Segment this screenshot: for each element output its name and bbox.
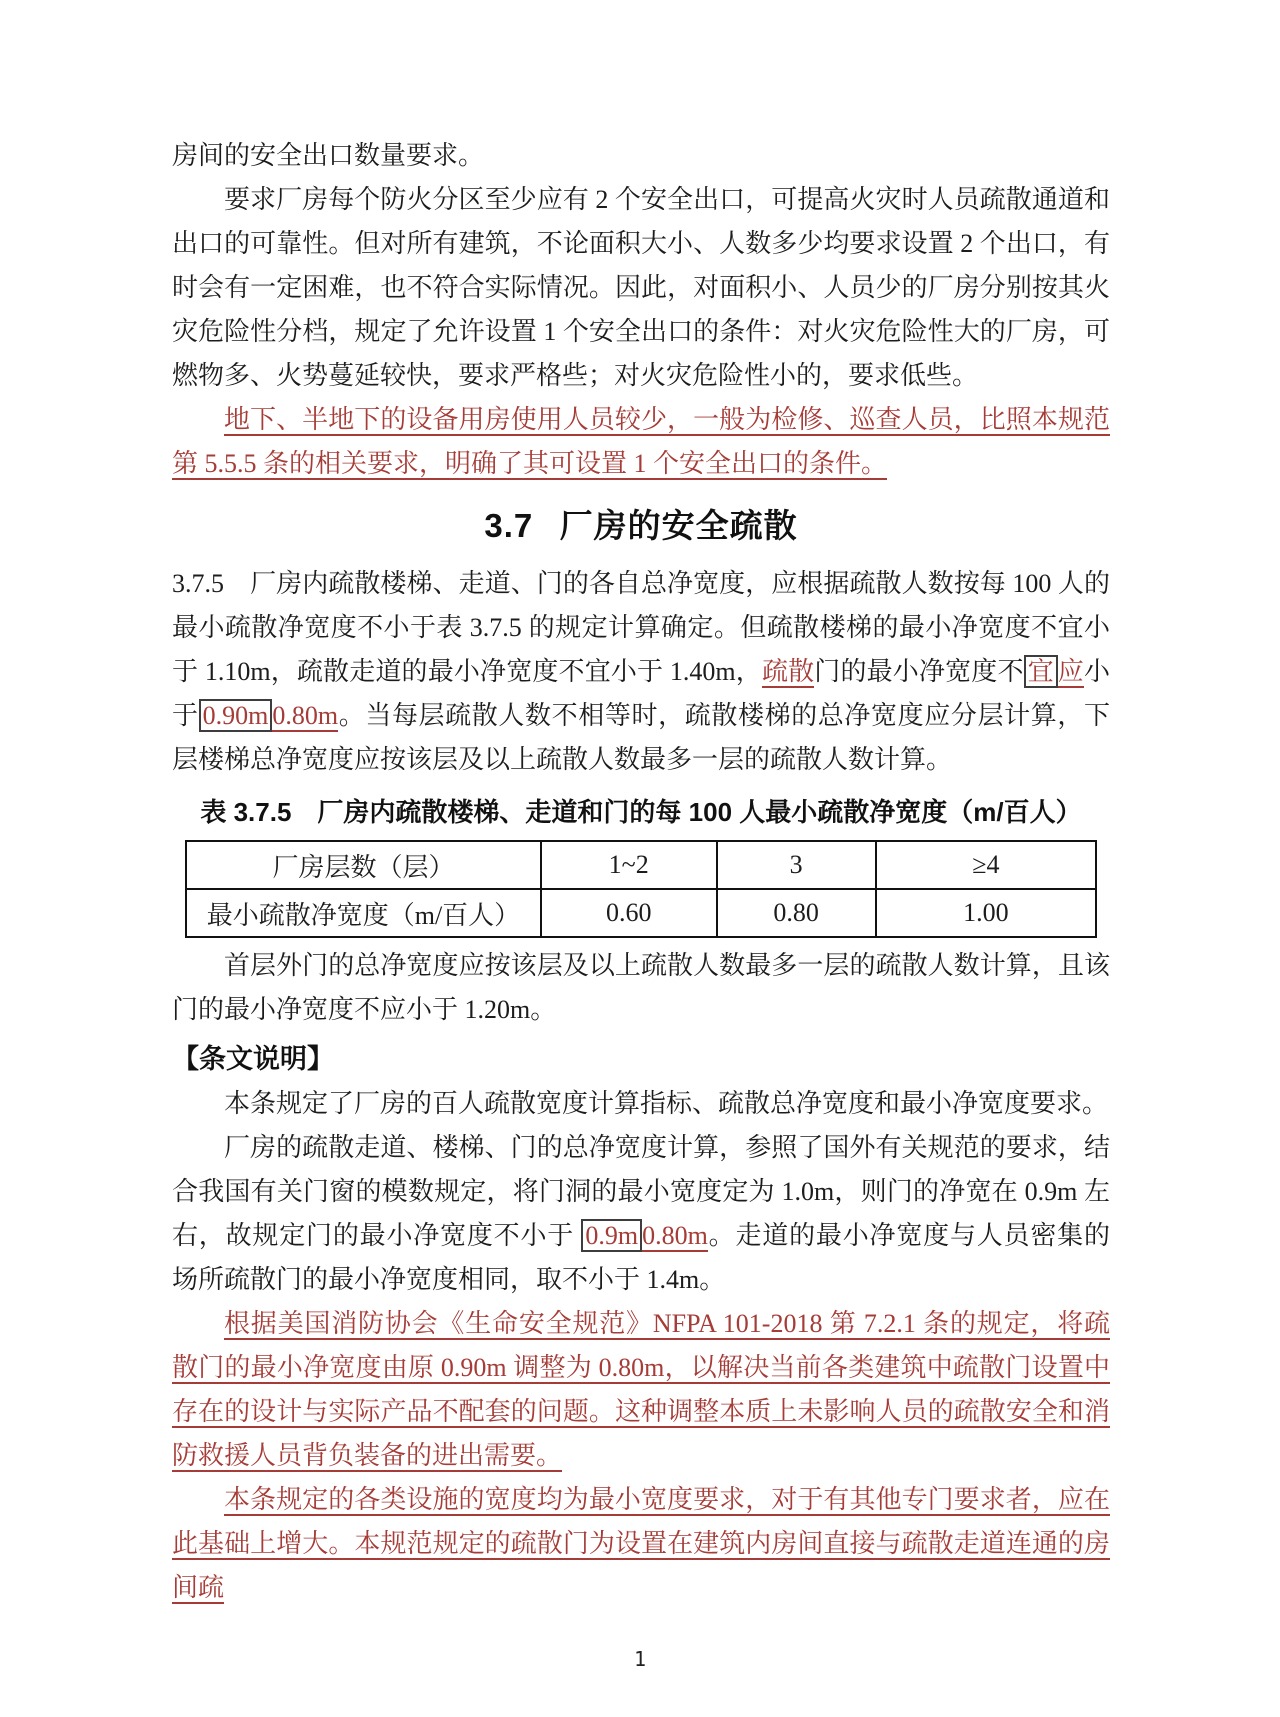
paragraph-ground-floor-doors	[172, 944, 1110, 1032]
table-cell: 0.80	[717, 889, 876, 937]
paragraph-text: 本条规定了厂房的百人疏散宽度计算指标、疏散总净宽度和最小净宽度要求。	[224, 1089, 1109, 1118]
paragraph-text: 首层外门的总净宽度应按该层及以上疏散人数最多一层的疏散人数计算，且该门的最小净宽度不应小于 1.20m。	[172, 951, 1110, 1024]
paragraph-revision-added-nfpa	[172, 1302, 1110, 1478]
inserted-text: 0.80m	[272, 701, 339, 730]
clause-text: 小于	[172, 657, 1110, 730]
paragraph-revision-added-minimum-widths	[172, 1478, 1110, 1610]
table-cell: 1~2	[541, 841, 717, 889]
inserted-text: 疏散	[761, 657, 815, 686]
page-number: 1	[633, 1647, 647, 1671]
deleted-boxed-text: 宜	[1024, 655, 1058, 688]
clause-text: 门的最小净宽度不	[814, 657, 1024, 686]
paragraph-commentary-summary	[172, 1082, 1110, 1126]
table-cell: 3	[717, 841, 876, 889]
inserted-text: 应	[1057, 657, 1084, 686]
paragraph-revision-added-underground-rooms	[172, 398, 1110, 486]
section-title: 厂房的安全疏散	[559, 507, 798, 544]
paragraph-text: 厂房的疏散走道、楼梯、门的总净宽度计算，参照了国外有关规范的要求，结合我国有关门窗的模数规定，将门洞的最小宽度定为 1.0m，则门的净宽在 0.9m 左右，故规定门的最小净宽度不小于	[172, 1133, 1110, 1250]
paragraph-text: 房间的安全出口数量要求。	[172, 141, 485, 170]
table-cell: 最小疏散净宽度（m/百人）	[186, 889, 541, 937]
section-heading-3-7	[172, 502, 1110, 550]
table-cell: 0.60	[541, 889, 717, 937]
table-row-floors	[186, 841, 1096, 889]
table-title: 表 3.7.5 厂房内疏散楼梯、走道和门的每 100 人最小疏散净宽度（m/百人）	[200, 797, 1082, 827]
inserted-text: 本条规定的各类设施的宽度均为最小宽度要求，对于有其他专门要求者，应在此基础上增大。本规范规定的疏散门为设置在建筑内房间直接与疏散走道连通的房间疏	[172, 1485, 1110, 1602]
label-text: 【条文说明】	[172, 1044, 334, 1074]
commentary-label	[172, 1036, 1110, 1082]
paragraph-exit-count	[172, 134, 1110, 178]
inserted-text: 地下、半地下的设备用房使用人员较少，一般为检修、巡查人员，比照本规范第 5.5.5 条的相关要求，明确了其可设置 1 个安全出口的条件。	[172, 405, 1110, 478]
inserted-text: 0.80m	[642, 1221, 708, 1250]
deleted-boxed-text: 0.90m	[199, 699, 273, 732]
deleted-boxed-text: 0.9m	[581, 1219, 642, 1252]
table-row-min-width	[186, 889, 1096, 937]
table-3-7-5	[185, 840, 1097, 938]
table-cell: 1.00	[876, 889, 1096, 937]
paragraph-width-calculation	[172, 1126, 1110, 1302]
paragraph-text: 。走道的最小净宽度与人员密集的场所疏散门的最小净宽度相同，取不小于 1.4m。	[172, 1221, 1110, 1294]
clause-text: 3.7.5 厂房内疏散楼梯、走道、门的各自总净宽度，应根据疏散人数按每 100 人的最小疏散净宽度不小于表 3.7.5 的规定计算确定。但疏散楼梯的最小净宽度不宜小于 1.10m，疏散走道的最小净宽度不宜小于 1.40m，	[172, 569, 1110, 686]
section-number: 3.7	[484, 507, 534, 544]
paragraph-two-exits-rationale	[172, 178, 1110, 398]
table-cell: 厂房层数（层）	[186, 841, 541, 889]
clause-3-7-5	[172, 562, 1110, 782]
clause-text: 。当每层疏散人数不相等时，疏散楼梯的总净宽度应分层计算，下层楼梯总净宽度应按该层及以上疏散人数最多一层的疏散人数计算。	[172, 701, 1110, 774]
inserted-text: 根据美国消防协会《生命安全规范》NFPA 101-2018 第 7.2.1 条的规定，将疏散门的最小净宽度由原 0.90m 调整为 0.80m，以解决当前各类建筑中疏散门设置中存在的设计与实际产品不配套的问题。这种调整本质上未影响人员的疏散安全和消防救援人员背负装备的进出需要。	[172, 1309, 1110, 1470]
paragraph-text: 要求厂房每个防火分区至少应有 2 个安全出口，可提高火灾时人员疏散通道和出口的可靠性。但对所有建筑，不论面积大小、人数多少均要求设置 2 个出口，有时会有一定困难，也不符合实际情况。因此，对面积小、人员少的厂房分别按其火灾危险性分档，规定了允许设置 1 个安全出口的条件：对火灾危险性大的厂房，可燃物多、火势蔓延较快，要求严格些；对火灾危险性小的，要求低些。	[172, 185, 1110, 390]
table-cell: ≥4	[876, 841, 1096, 889]
